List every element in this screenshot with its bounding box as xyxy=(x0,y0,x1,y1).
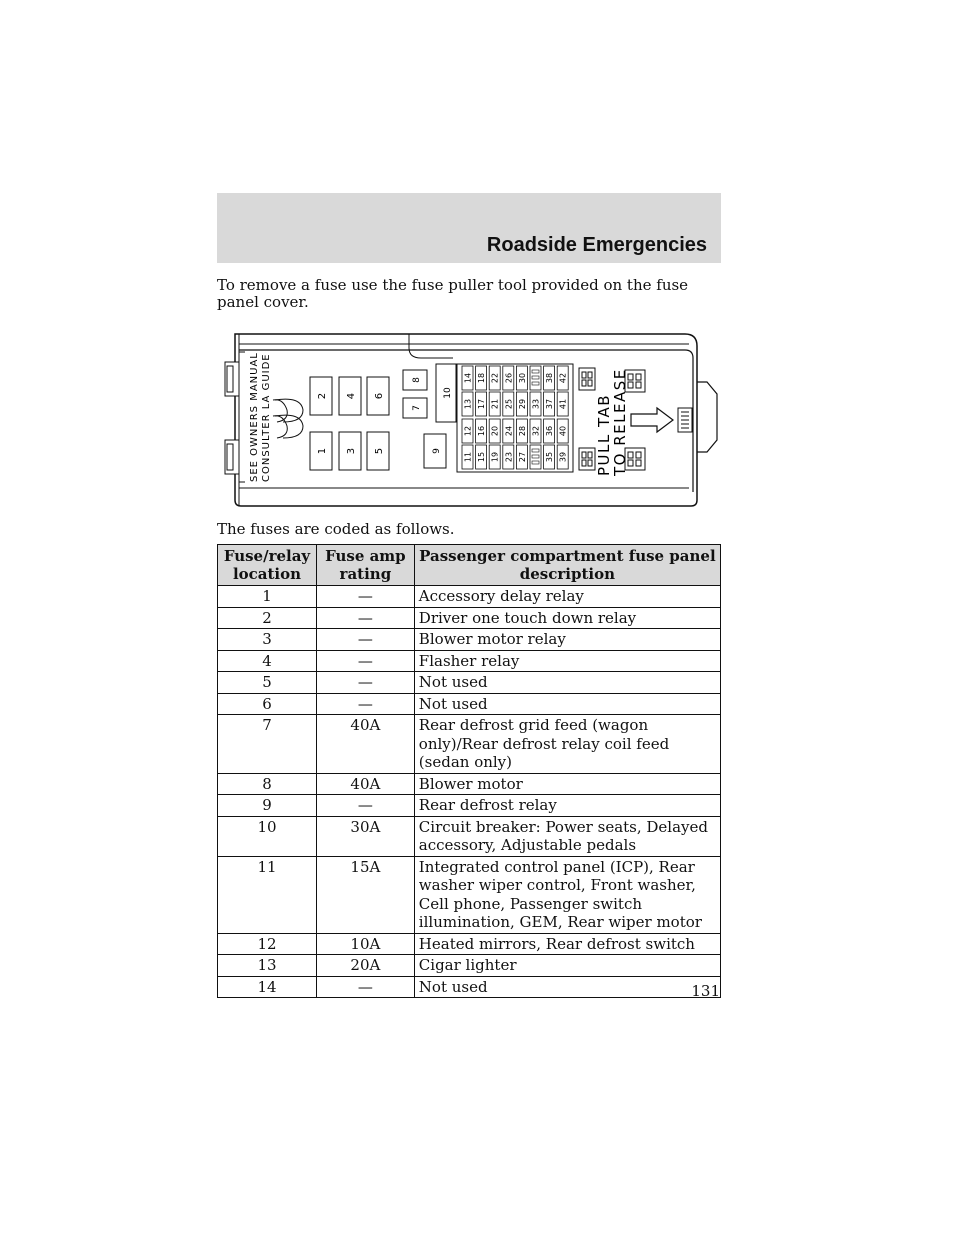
relay-1 xyxy=(310,432,332,470)
svg-text:29: 29 xyxy=(517,398,527,410)
consulter-guide-label: CONSULTER LA GUIDE xyxy=(261,353,272,482)
svg-text:7: 7 xyxy=(412,405,422,411)
mini-fuse-23 xyxy=(503,445,514,469)
table-row xyxy=(218,715,721,774)
svg-text:37: 37 xyxy=(545,398,555,410)
fuse-description-cell: Heated mirrors, Rear defrost switch xyxy=(414,933,720,955)
mini-fuse-grid xyxy=(462,366,568,469)
fuse-location-cell: 3 xyxy=(218,629,317,651)
table-row xyxy=(218,672,721,694)
fuse-table xyxy=(217,544,721,998)
fuse-description-cell: Not used xyxy=(414,976,720,998)
relay-6 xyxy=(367,377,389,415)
svg-text:39: 39 xyxy=(558,451,568,463)
fuse-description-cell: Rear defrost relay xyxy=(414,795,720,817)
fuse-amp-cell: 30A xyxy=(316,816,414,856)
table-row xyxy=(218,607,721,629)
page-number: 131 xyxy=(691,982,720,1000)
fuse-location-cell: 11 xyxy=(218,856,317,933)
mini-fuse-41 xyxy=(557,392,568,416)
mini-fuse-19 xyxy=(489,445,500,469)
svg-text:16: 16 xyxy=(477,425,487,437)
mini-fuse-38 xyxy=(544,366,555,390)
mini-fuse-28 xyxy=(516,419,527,443)
svg-text:36: 36 xyxy=(545,425,555,437)
svg-text:4: 4 xyxy=(346,392,357,400)
mini-relay-slot xyxy=(530,366,541,390)
mini-fuse-24 xyxy=(503,419,514,443)
mini-fuse-42 xyxy=(557,366,568,390)
svg-text:8: 8 xyxy=(412,377,422,383)
fuse-amp-cell: — xyxy=(316,976,414,998)
fuse-location-cell: 4 xyxy=(218,650,317,672)
mini-fuse-25 xyxy=(503,392,514,416)
fuse-panel-drawing xyxy=(217,322,721,512)
fuse-amp-cell: — xyxy=(316,672,414,694)
fuse-amp-cell: 15A xyxy=(316,856,414,933)
fuse-description-cell: Circuit breaker: Power seats, Delayed accessory, Adjustable pedals xyxy=(414,816,720,856)
svg-text:5: 5 xyxy=(374,447,385,455)
svg-text:26: 26 xyxy=(504,372,514,384)
section-header xyxy=(217,193,721,263)
fuse-location-cell: 14 xyxy=(218,976,317,998)
mini-fuse-20 xyxy=(489,419,500,443)
fuse-description-cell: Integrated control panel (ICP), Rear washer wiper control, Front washer, Cell phone, Passenger switch illumination, GEM, Rear wiper motor xyxy=(414,856,720,933)
release-arrow-icon xyxy=(631,408,673,432)
svg-text:1: 1 xyxy=(317,447,328,455)
fuse-description-cell: Rear defrost grid feed (wagon only)/Rear defrost relay coil feed (sedan only) xyxy=(414,715,720,774)
fuse-description-cell: Not used xyxy=(414,693,720,715)
fuse-description-cell: Blower motor relay xyxy=(414,629,720,651)
svg-text:30: 30 xyxy=(517,372,527,384)
svg-text:3: 3 xyxy=(346,447,357,455)
fuse-location-cell: 6 xyxy=(218,693,317,715)
mini-fuse-16 xyxy=(476,419,487,443)
svg-text:22: 22 xyxy=(490,372,500,384)
svg-text:27: 27 xyxy=(517,451,527,463)
svg-text:20: 20 xyxy=(490,425,500,437)
mini-fuse-18 xyxy=(476,366,487,390)
mini-fuse-11 xyxy=(462,445,473,469)
svg-text:40: 40 xyxy=(558,425,568,437)
svg-text:24: 24 xyxy=(504,425,514,437)
see-owners-manual-label: SEE OWNERS MANUAL xyxy=(249,352,260,482)
to-release-label: TO RELEASE xyxy=(611,368,629,476)
svg-text:10: 10 xyxy=(443,387,453,399)
fuse-location-cell: 9 xyxy=(218,795,317,817)
fuse-location-cell: 7 xyxy=(218,715,317,774)
svg-text:42: 42 xyxy=(558,372,568,384)
svg-text:21: 21 xyxy=(490,398,500,410)
mini-fuse-36 xyxy=(544,419,555,443)
fuse-amp-cell: — xyxy=(316,650,414,672)
svg-text:23: 23 xyxy=(504,451,514,463)
mini-fuse-12 xyxy=(462,419,473,443)
svg-text:28: 28 xyxy=(517,425,527,437)
table-row xyxy=(218,773,721,795)
fuse-description-cell: Flasher relay xyxy=(414,650,720,672)
fuse-amp-cell: 40A xyxy=(316,715,414,774)
relay-2 xyxy=(310,377,332,415)
fuse-amp-cell: 40A xyxy=(316,773,414,795)
fuse-amp-cell: 20A xyxy=(316,955,414,977)
fuse-description-cell: Driver one touch down relay xyxy=(414,607,720,629)
table-row xyxy=(218,795,721,817)
fuse-description-cell: Cigar lighter xyxy=(414,955,720,977)
table-row xyxy=(218,933,721,955)
intro-paragraph: To remove a fuse use the fuse puller tool provided on the fuse panel cover. xyxy=(217,276,689,311)
fuse-location-cell: 5 xyxy=(218,672,317,694)
fuse-amp-cell: 10A xyxy=(316,933,414,955)
header-location: Fuse/relay location xyxy=(218,545,317,586)
relay-5 xyxy=(367,432,389,470)
fuse-amp-cell: — xyxy=(316,607,414,629)
svg-text:25: 25 xyxy=(504,398,514,410)
fuse-7 xyxy=(403,398,427,418)
mini-fuse-17 xyxy=(476,392,487,416)
svg-text:35: 35 xyxy=(545,451,555,463)
mini-fuse-15 xyxy=(476,445,487,469)
table-row xyxy=(218,816,721,856)
fuse-location-cell: 13 xyxy=(218,955,317,977)
relay-4 xyxy=(339,377,361,415)
table-header-row xyxy=(218,545,721,586)
table-row xyxy=(218,976,721,998)
fuse-location-cell: 2 xyxy=(218,607,317,629)
relay-3 xyxy=(339,432,361,470)
mini-fuse-35 xyxy=(544,445,555,469)
mini-fuse-21 xyxy=(489,392,500,416)
svg-text:9: 9 xyxy=(432,448,442,454)
fuse-8 xyxy=(403,370,427,390)
table-row xyxy=(218,586,721,608)
table-row xyxy=(218,955,721,977)
fuse-panel-diagram xyxy=(217,322,721,512)
table-row xyxy=(218,693,721,715)
mini-fuse-13 xyxy=(462,392,473,416)
mini-fuse-14 xyxy=(462,366,473,390)
fuse-amp-cell: — xyxy=(316,795,414,817)
fuse-10 xyxy=(436,364,456,422)
fuse-description-cell: Blower motor xyxy=(414,773,720,795)
fuse-description-cell: Not used xyxy=(414,672,720,694)
section-title: Roadside Emergencies xyxy=(486,234,707,256)
svg-text:12: 12 xyxy=(463,425,473,437)
fuse-9 xyxy=(424,434,446,468)
fuse-amp-cell: — xyxy=(316,693,414,715)
mini-fuse-29 xyxy=(516,392,527,416)
fuse-location-cell: 10 xyxy=(218,816,317,856)
mini-fuse-30 xyxy=(516,366,527,390)
svg-text:2: 2 xyxy=(317,392,328,400)
svg-text:38: 38 xyxy=(545,372,555,384)
svg-text:11: 11 xyxy=(463,451,473,463)
mini-fuse-22 xyxy=(489,366,500,390)
fuse-location-cell: 1 xyxy=(218,586,317,608)
fuse-amp-cell: — xyxy=(316,586,414,608)
svg-text:18: 18 xyxy=(477,372,487,384)
mini-fuse-37 xyxy=(544,392,555,416)
svg-text:32: 32 xyxy=(531,425,541,437)
fuse-location-cell: 12 xyxy=(218,933,317,955)
svg-text:13: 13 xyxy=(463,398,473,410)
table-caption: The fuses are coded as follows. xyxy=(217,520,455,538)
header-description: Passenger compartment fuse panel description xyxy=(414,545,720,586)
svg-text:17: 17 xyxy=(477,398,487,410)
mini-fuse-27 xyxy=(516,445,527,469)
mini-fuse-33 xyxy=(530,392,541,416)
fuse-description-cell: Accessory delay relay xyxy=(414,586,720,608)
svg-text:33: 33 xyxy=(531,398,541,410)
mini-relay-slot xyxy=(530,445,541,469)
mini-fuse-40 xyxy=(557,419,568,443)
fuse-amp-cell: — xyxy=(316,629,414,651)
fuse-location-cell: 8 xyxy=(218,773,317,795)
mini-fuse-32 xyxy=(530,419,541,443)
svg-text:15: 15 xyxy=(477,451,487,463)
mini-fuse-39 xyxy=(557,445,568,469)
table-row xyxy=(218,856,721,933)
svg-text:41: 41 xyxy=(558,398,568,410)
svg-text:14: 14 xyxy=(463,372,473,384)
mini-fuse-26 xyxy=(503,366,514,390)
svg-text:6: 6 xyxy=(374,392,385,400)
pull-tab-label: PULL TAB xyxy=(595,393,613,476)
header-amp-rating: Fuse amp rating xyxy=(316,545,414,586)
svg-text:19: 19 xyxy=(490,451,500,463)
table-row xyxy=(218,629,721,651)
table-row xyxy=(218,650,721,672)
